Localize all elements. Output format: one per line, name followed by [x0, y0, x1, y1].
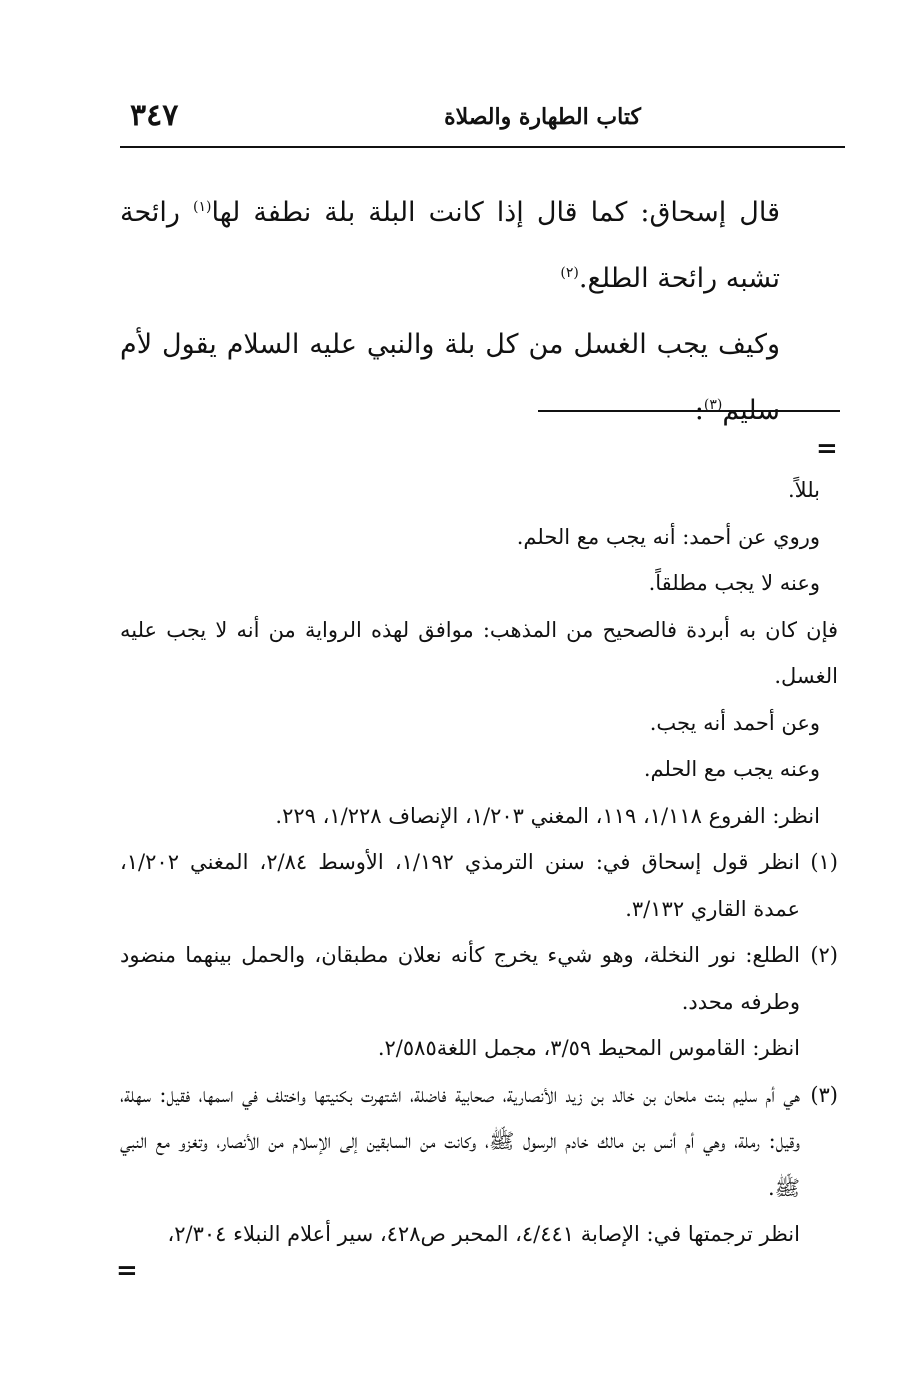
page-number: ٣٤٧: [130, 98, 179, 133]
page-header: [120, 96, 845, 148]
footnote-line: هي أم سليم بنت ملحان بن خالد بن زيد الأنصارية، صحابية فاضلة، اشتهرت بكنيتها واختلف في اسمها، فقيل: سهلة، وقيل: رملة، وهي أم أنس بن مالك خادم الرسول ﷺ، وكانت من السابقين إلى الإسلام من الأنصار، وتغزو مع النبي ﷺ.: [120, 1082, 800, 1200]
footnote-ref[interactable]: (٢): [560, 265, 579, 281]
footnote-ref[interactable]: (١): [193, 199, 212, 215]
footnote-separator: [538, 410, 840, 412]
footnote-line: الطلع: نور النخلة، وهو شيء يخرج كأنه نعلان مطبقان، والحمل بينهما منضود وطرفه محدد.: [120, 943, 800, 1014]
footnote-line: وعن أحمد أنه يجب.: [649, 710, 820, 735]
footnote-1: [120, 839, 838, 932]
footnote-2: [120, 932, 838, 1072]
footnote-line: انظر ترجمتها في: الإصابة ٤/٤٤١، المحبر ص٤٢٨، سير أعلام النبلاء ٢/٣٠٤،: [167, 1222, 800, 1246]
footnote-continuation: [120, 467, 838, 839]
footnote-number: (١): [810, 850, 838, 874]
footnote-3: [120, 1072, 838, 1258]
footnote-line: انظر قول إسحاق في: سنن الترمذي ١/١٩٢، الأوسط ٢/٨٤، المغني ١/٢٠٢، عمدة القاري ٣/١٣٢.: [120, 850, 800, 921]
footnote-line: بللاً.: [787, 478, 820, 502]
main-paragraph: قال إسحاق: كما قال إذا كانت البلة بلة نطفة لها$^{(١)}$ رائحة تشبه رائحة الطلع.$^{(٢)}$: [120, 197, 780, 294]
footnote-line: وعنه يجب مع الحلم.: [643, 757, 820, 781]
main-text: [120, 180, 780, 444]
footnote-number: (٣): [810, 1082, 838, 1107]
main-paragraph: وكيف يجب الغسل من كل بلة والنبي عليه السلام يقول لأم سليم$^{(٣)}$:: [120, 329, 780, 426]
footnote-line: وروي عن أحمد: أنه يجب مع الحلم.: [516, 524, 820, 549]
footnote-number: (٢): [810, 943, 838, 967]
footnote-line: انظر: القاموس المحيط ٣/٥٩، مجمل اللغة٢/٥٨٥.: [377, 1036, 800, 1060]
footnote-line: انظر: الفروع ١/١١٨، ١١٩، المغني ١/٢٠٣، الإنصاف ١/٢٢٨، ٢٢٩.: [275, 803, 820, 828]
continuation-mark: =: [816, 434, 838, 464]
footnotes: [120, 467, 838, 1258]
running-title: كتاب الطهارة والصلاة: [444, 104, 641, 130]
footnote-ref[interactable]: (٣): [703, 397, 723, 413]
footnote-line: فإن كان به أبردة فالصحيح من المذهب: موافق لهذه الرواية من أنه لا يجب عليه الغسل.: [120, 617, 838, 688]
continuation-mark: =: [116, 1256, 138, 1286]
footnote-line: وعنه لا يجب مطلقاً.: [648, 571, 820, 595]
